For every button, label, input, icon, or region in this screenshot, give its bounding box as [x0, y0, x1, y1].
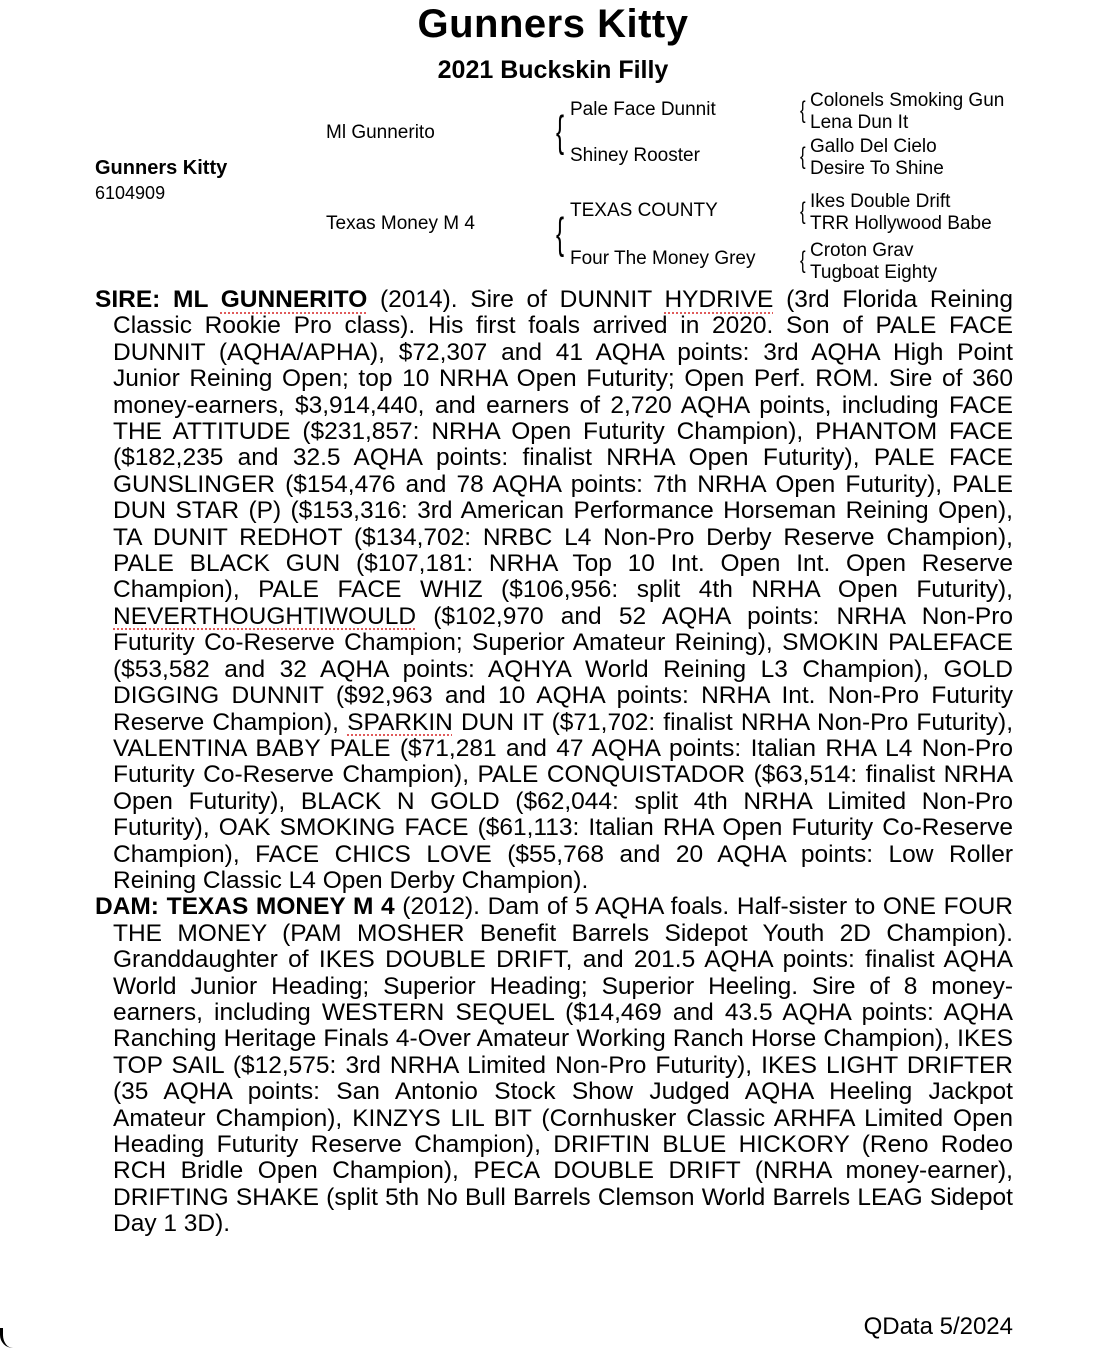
g3-name-8: Tugboat Eighty — [810, 262, 938, 283]
sire-text-3: ($102,970 and 52 AQHA points: NRHA Non-Pro Futurity Co-Reserve Champion; Superior Amateur Reining), SMOKIN PALEFACE ($53,582 and 32 AQHA points: AQHYA World Reining L3 Champion), GOLD DIGGING DUNNIT ($92,963 and 10 AQHA points: NRHA Int. Non-Pro Futurity Reserve Champion), — [113, 602, 1013, 736]
sire-name-a: ML — [173, 286, 221, 313]
dam-dam-name: Four The Money Grey — [570, 248, 756, 269]
g3-name-5: Ikes Double Drift — [810, 191, 951, 212]
dam-paragraph — [95, 894, 1013, 1237]
catalog-body — [95, 287, 1013, 1238]
g3-name-1: Colonels Smoking Gun — [810, 90, 1005, 111]
dam-sire-name: TEXAS COUNTY — [570, 200, 718, 221]
g3-name-6: TRR Hollywood Babe — [810, 213, 992, 234]
sire-name-b: GUNNERITO — [220, 286, 368, 313]
sire-paragraph — [95, 287, 1013, 894]
sire-word-neverthoughtiwould: NEVERTHOUGHTIWOULD — [113, 602, 417, 630]
page-title: Gunners Kitty — [417, 2, 689, 46]
brace-g3-3: { — [800, 198, 806, 225]
sire-text-1: (2014). Sire of DUNNIT — [367, 286, 665, 313]
sire-word-sparkin: SPARKIN — [347, 708, 453, 736]
sire-text-4: DUN IT ($71,702: finalist NRHA Non-Pro Futurity), VALENTINA BABY PALE ($71,281 and 47 AQHA points: Italian RHA L4 Non-Pro Futurity Co-Reserve Champion), PALE CONQUISTADOR ($63,514: finalist NRHA Open Futurity), BLACK N GOLD ($62,044: split 4th NRHA Limited Non-Pro Futurity), OAK SMOKING FACE ($61,113: Italian RHA Open Futurity Co-Reserve Champion), FACE CHICS LOVE ($55,768 and 20 AQHA points: Low Roller Reining Classic L4 Open Derby Champion). — [113, 708, 1013, 894]
sire-name: Ml Gunnerito — [326, 122, 435, 143]
g3-name-3: Gallo Del Cielo — [810, 136, 937, 157]
brace-sire: { — [556, 107, 565, 156]
registration-number: 6104909 — [95, 183, 166, 203]
horse-name: Gunners Kitty — [95, 157, 228, 179]
brace-g3-2: { — [800, 143, 806, 170]
g3-name-7: Croton Grav — [810, 240, 914, 261]
source-footer: QData 5/2024 — [863, 1313, 1013, 1340]
sire-text-2: (3rd Florida Reining Classic Rookie Pro class). His first foals arrived in 2020. Son of PALE FACE DUNNIT (AQHA/APHA), $72,307 and 41 AQHA points: 3rd AQHA High Point Junior Reining Open; top 10 NRHA Open Futurity; Open Perf. ROM. Sire of 360 money-earners, $3,914,440, and earners of 2,720 AQHA points, including FACE THE ATTITUDE ($231,857: NRHA Open Futurity Champion), PHANTOM FACE ($182,235 and 32.5 AQHA points: finalist NRHA Open Futurity), PALE FACE GUNSLINGER ($154,476 and 78 AQHA points: 7th NRHA Open Futurity), PALE DUN STAR (P) ($153,316: 3rd American Performance Horseman Reining Open), TA DUNIT REDHOT ($134,702: NRBC L4 Non-Pro Derby Reserve Champion), PALE BLACK GUN ($107,181: NRHA Top 10 Int. Open Int. Open Reserve Champion), PALE FACE WHIZ ($106,956: split 4th NRHA Open Futurity), — [113, 286, 1013, 604]
sire-word-hydrive: HYDRIVE — [664, 286, 774, 313]
sire-dam-name: Shiney Rooster — [570, 145, 700, 166]
dam-text: (2012). Dam of 5 AQHA foals. Half-sister to ONE FOUR THE MONEY (PAM MOSHER Benefit Barrels Sidepot Youth 2D Champion). Granddaughter of IKES DOUBLE DRIFT, and 201.5 AQHA points: finalist AQHA World Junior Heading; Superior Heading; Superior Heeling. Sire of 8 money-earners, including WESTERN SEQUEL ($14,469 and 43.5 AQHA points: AQHA Ranching Heritage Finals 4-Over Amateur Working Ranch Horse Champion), IKES TOP SAIL ($12,575: 3rd NRHA Limited Non-Pro Futurity), IKES LIGHT DRIFTER (35 AQHA points: San Antonio Stock Show Judged AQHA Heeling Jackpot Amateur Champion), KINZYS LIL BIT (Cornhusker Classic ARHFA Limited Open Heading Futurity Reserve Champion), DRIFTIN BLUE HICKORY (Reno Rodeo RCH Bridle Open Champion), PECA DOUBLE DRIFT (NRHA money-earner), DRIFTING SHAKE (split 5th No Bull Barrels Clemson World Barrels LEAG Sidepot Day 1 3D). — [113, 893, 1014, 1238]
page-corner — [0, 1328, 13, 1348]
dam-name: Texas Money M 4 — [326, 213, 475, 234]
brace-g3-4: { — [800, 247, 806, 274]
dam-label: DAM: TEXAS MONEY M 4 — [95, 893, 395, 921]
sire-sire-name: Pale Face Dunnit — [570, 99, 716, 120]
brace-dam: { — [556, 209, 565, 258]
g3-name-4: Desire To Shine — [810, 158, 944, 179]
page-subtitle: 2021 Buckskin Filly — [437, 56, 669, 84]
brace-g3-1: { — [800, 97, 806, 124]
g3-name-2: Lena Dun It — [810, 112, 909, 133]
sire-label: SIRE: — [95, 286, 174, 313]
